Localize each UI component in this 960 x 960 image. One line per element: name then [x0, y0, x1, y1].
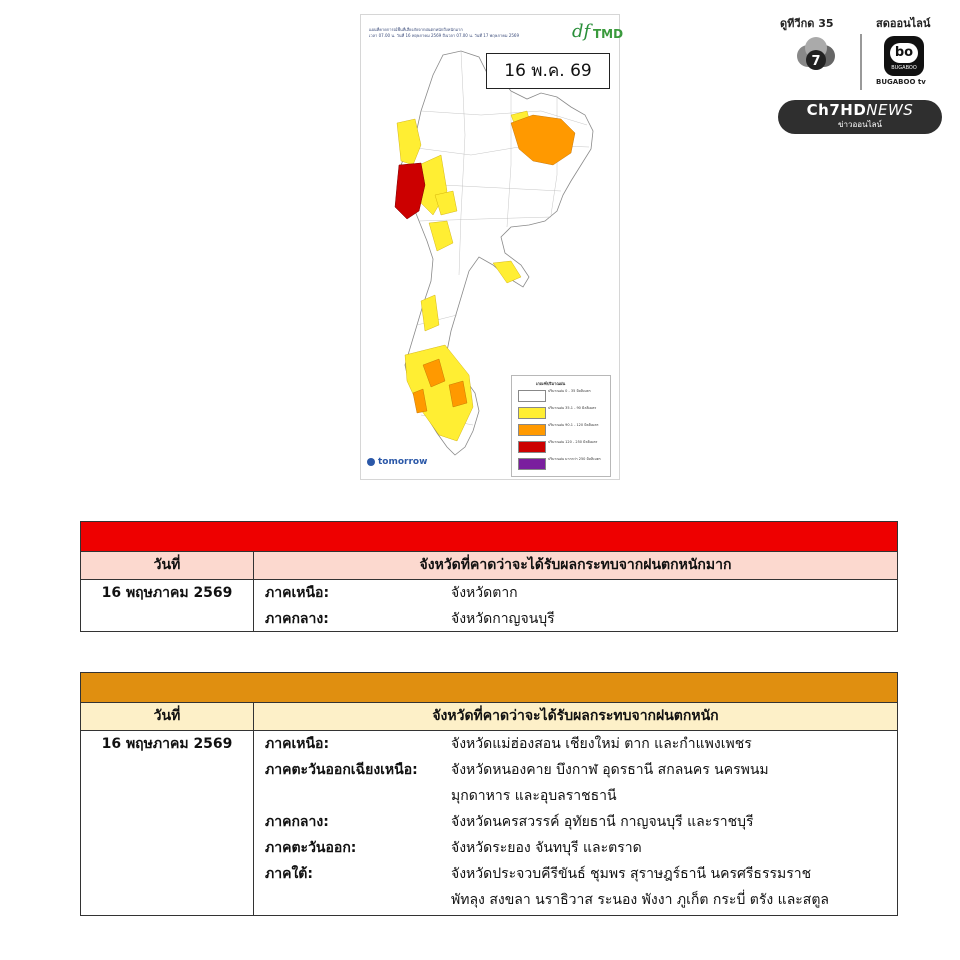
bugaboo-face: bo [890, 43, 918, 63]
table-body [81, 579, 897, 631]
broadcaster-logos [776, 14, 946, 138]
legend-item [518, 422, 608, 434]
map-legend [511, 375, 611, 477]
heavy-rain-table [80, 672, 898, 916]
date-badge: 16 พ.ค. 69 [486, 53, 610, 89]
province-list: จังหวัดแม่ฮ่องสอน เชียงใหม่ ตาก และกำแพงเพชร [451, 736, 752, 752]
map-caption-line-2: เวลา 07.00 น. วันที่ 16 พฤษภาคม 2569 ถึงเวลา 07.00 น. วันที่ 17 พฤษภาคม 2569 [369, 33, 519, 38]
province-list: จังหวัดกาญจนบุรี [451, 611, 555, 627]
news-logo-main [778, 100, 942, 120]
province-list: พัทลุง สงขลา นราธิวาส ระนอง พังงา ภูเก็ต กระบี่ ตรัง และสตูล [451, 892, 830, 908]
table-header [81, 702, 897, 731]
legend-item [518, 456, 608, 468]
live-online-label: สดออนไลน์ [876, 17, 931, 30]
province-list: จังหวัดหนองคาย บึงกาฬ อุดรธานี สกลนคร นครพนม [451, 762, 769, 778]
severity-band-orange [81, 673, 897, 702]
legend-label: ปริมาณฝน 90.1 - 120 มิลลิเมตร [548, 423, 599, 427]
header-provinces: จังหวัดที่คาดว่าจะได้รับผลกระทบจากฝนตกหนัก [432, 708, 719, 724]
ch7-number: 7 [811, 54, 821, 69]
bugaboo-logo-icon [884, 36, 924, 76]
province-list: จังหวัดนครสวรรค์ อุทัยธานี กาญจนบุรี และราชบุรี [451, 814, 754, 830]
region-label: ภาคเหนือ: [265, 736, 330, 752]
bugaboo-word: BUGABOO [891, 65, 917, 71]
legend-label: ปริมาณฝน 35.1 - 90 มิลลิเมตร [548, 406, 597, 410]
map-caption-line-1: แผนที่คาดการณ์พื้นที่เสี่ยงภัยจากฝนตกหนักถึงหนักมาก [369, 27, 463, 32]
header-date: วันที่ [81, 703, 254, 730]
severity-band-red [81, 522, 897, 551]
table-body [81, 730, 897, 915]
region-label: ภาคกลาง: [265, 611, 329, 627]
table-row [265, 783, 885, 809]
legend-swatch-0 [518, 390, 546, 402]
row-date: 16 พฤษภาคม 2569 [101, 585, 233, 601]
province-list: มุกดาหาร และอุบลราชธานี [451, 788, 617, 804]
logo-divider [860, 34, 862, 90]
legend-item [518, 388, 608, 400]
df-logo: df [572, 21, 591, 42]
legend-item [518, 439, 608, 451]
legend-swatch-3 [518, 441, 546, 453]
region-label: ภาคตะวันออก: [265, 840, 357, 856]
tomorrow-icon [367, 458, 375, 466]
header-provinces: จังหวัดที่คาดว่าจะได้รับผลกระทบจากฝนตกหนักมาก [419, 557, 732, 573]
legend-label: ปริมาณฝน 0 - 35 มิลลิเมตร [548, 389, 591, 393]
tmd-logo: TMD [593, 27, 624, 41]
region-label: ภาคใต้: [265, 866, 313, 882]
legend-swatch-2 [518, 424, 546, 436]
legend-label: ปริมาณฝน 120 - 250 มิลลิเมตร [548, 440, 598, 444]
legend-swatch-1 [518, 407, 546, 419]
tomorrow-label: tomorrow [378, 457, 428, 467]
ch7hd-news-logo [778, 100, 942, 134]
column-divider [253, 579, 254, 631]
table-row [265, 861, 885, 887]
header-date: วันที่ [81, 552, 254, 579]
column-divider [253, 730, 254, 915]
table-row [265, 757, 885, 783]
table-row [265, 835, 885, 861]
ch7-logo-icon [796, 36, 836, 76]
tomorrow-logo [367, 457, 427, 467]
very-heavy-rain-table [80, 521, 898, 632]
table-row [265, 731, 885, 757]
news-logo-main-b: NEWS [866, 101, 914, 119]
table-row [265, 809, 885, 835]
province-list: จังหวัดประจวบคีรีขันธ์ ชุมพร สุราษฎร์ธานี นครศรีธรรมราช [451, 866, 812, 882]
table-row [265, 887, 885, 913]
news-logo-sub: ข่าวออนไลน์ [838, 120, 882, 129]
legend-item [518, 405, 608, 417]
province-list: จังหวัดระยอง จันทบุรี และตราด [451, 840, 642, 856]
legend-swatch-4 [518, 458, 546, 470]
row-date: 16 พฤษภาคม 2569 [101, 736, 233, 752]
region-label: ภาคเหนือ: [265, 585, 330, 601]
province-list: จังหวัดตาก [451, 585, 518, 601]
bugaboo-tv-label: BUGABOO tv [876, 78, 926, 86]
table-header [81, 551, 897, 580]
table-row [265, 606, 885, 632]
region-label: ภาคกลาง: [265, 814, 329, 830]
region-label: ภาคตะวันออกเฉียงเหนือ: [265, 762, 418, 778]
legend-label: ปริมาณฝน มากกว่า 250 มิลลิเมตร [548, 457, 601, 461]
legend-title: เกณฑ์ปริมาณฝน [536, 381, 566, 386]
table-row [265, 580, 885, 606]
news-logo-main-a: Ch7HD [806, 101, 867, 119]
tv-channel-label: ดูทีวีกด 35 [780, 17, 834, 30]
